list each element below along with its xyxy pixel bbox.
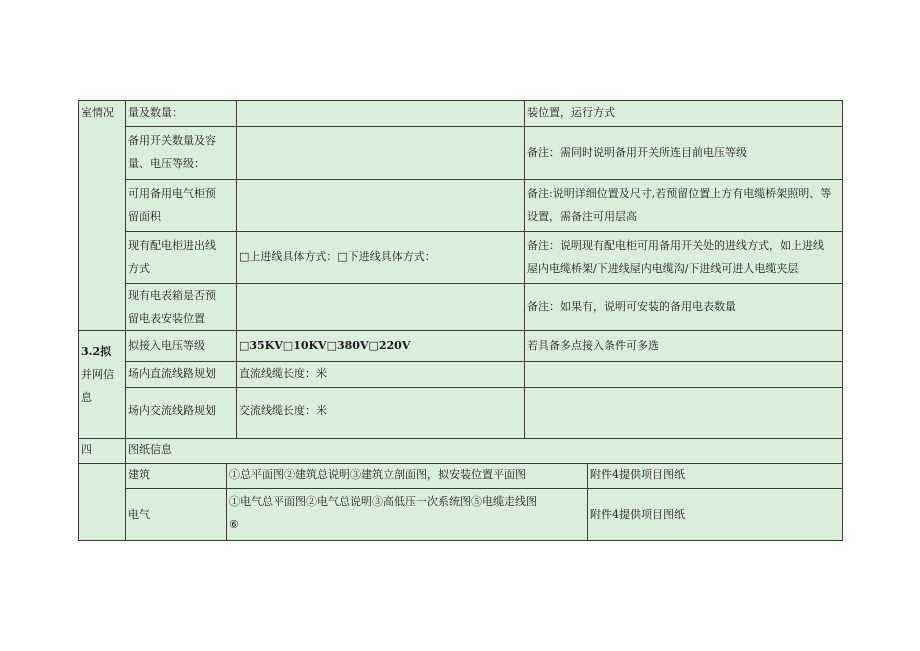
table-rule — [125, 283, 843, 284]
table-row-item-cell — [125, 101, 236, 126]
table-rule-right — [842, 100, 843, 541]
section-a-label: 室情况 — [81, 106, 114, 119]
table-row-note-cell — [524, 361, 842, 387]
table-rule — [78, 463, 843, 464]
table-row-value-cell — [236, 361, 524, 387]
row-value-text: ①总平面图②建筑总说明③建筑立剖面图，拟安装位置平面图 — [229, 468, 526, 481]
table-row-item-cell — [125, 488, 226, 541]
table-rule — [226, 463, 227, 541]
table-row-note-cell — [524, 231, 842, 283]
row-note-text: 若具备多点接入条件可多选 — [527, 339, 659, 352]
table-row-note-cell — [524, 101, 842, 126]
row-note-text: 备注:说明详细位置及尺寸,若预留位置上方有电缆桥架照明、等 — [527, 187, 832, 200]
section-c-number-cell — [78, 438, 125, 463]
row-value-text: ①电气总平面图②电气总说明③高低压一次系统图⑤电缆走线图 — [229, 495, 537, 508]
table-row-item-cell — [125, 231, 236, 283]
table-rule-top — [78, 100, 843, 101]
row-item-text: 留面积 — [128, 210, 161, 223]
table-rule — [524, 100, 525, 438]
table-rule — [78, 438, 843, 439]
table-rule — [78, 330, 843, 331]
table-row-value-cell — [236, 179, 524, 231]
section-c-blank-cell — [78, 463, 125, 541]
table-rule — [587, 463, 588, 541]
row-note-text: 屋内电缆桥架/下进线屋内电缆沟/下进线可进人电缆夹层 — [527, 262, 799, 275]
table-rule — [236, 100, 237, 438]
table-row-item-cell — [125, 179, 236, 231]
table-row-value-cell — [236, 126, 524, 179]
row-value-text: 直流线缆长度：米 — [239, 367, 327, 380]
row-note-text: 备注：需同时说明备用开关所连目前电压等级 — [527, 146, 747, 159]
row-item-text: 拟接入电压等级 — [128, 339, 205, 352]
row-note-text: 装位置，运行方式 — [527, 106, 615, 119]
section-b-label: 并网信 — [81, 368, 114, 381]
section-c-title-cell — [125, 438, 842, 463]
row-item-text: 量、电压等级： — [128, 157, 205, 170]
section-c-number: 四 — [81, 443, 92, 456]
table-row-item-cell — [125, 387, 236, 438]
table-row-note-cell — [524, 179, 842, 231]
row-note-text: 备注：说明现有配电柜可用备用开关处的进线方式，如上进线 — [527, 239, 824, 252]
table-row-note-cell — [587, 488, 842, 541]
table-row-value-cell — [236, 330, 524, 361]
table-rule — [125, 100, 126, 541]
table-row-item-cell — [125, 361, 236, 387]
row-note-text: 附件4提供项目图纸 — [590, 468, 685, 481]
table-row-value-cell — [236, 101, 524, 126]
section-a-label-cell — [78, 101, 125, 330]
table-rule — [125, 126, 843, 127]
table-row-note-cell — [524, 330, 842, 361]
table-row-note-cell — [524, 283, 842, 330]
row-item-text: 现有电表箱是否预 — [128, 289, 216, 302]
section-b-label: 息 — [81, 391, 92, 404]
row-item-text: 方式 — [128, 262, 150, 275]
table-row-item-cell — [125, 126, 236, 179]
table-row-value-cell — [236, 387, 524, 438]
table-row-value-cell — [236, 231, 524, 283]
table-row-note-cell — [587, 463, 842, 488]
table-row-note-cell — [524, 387, 842, 438]
row-item-text: 场内直流线路规划 — [128, 367, 216, 380]
table-rule-left — [78, 100, 79, 541]
table-row-item-cell — [125, 330, 236, 361]
row-item-text: 现有配电柜进出线 — [128, 239, 216, 252]
table-rule — [125, 231, 843, 232]
voltage-options-text: □35KV□10KV□380V□220V — [239, 339, 411, 352]
row-value-text: 交流线缆长度：米 — [239, 404, 327, 417]
table-row-value-cell — [226, 463, 587, 488]
row-note-text: 附件4提供项目图纸 — [590, 508, 685, 521]
row-item-text: 留电表安装位置 — [128, 312, 205, 325]
table-row-value-cell — [236, 283, 524, 330]
row-value-text: ⑥ — [229, 518, 239, 531]
row-value-text: □上进线具体方式：□下进线具体方式： — [239, 250, 436, 263]
section-b-label: 3.2拟 — [81, 345, 112, 358]
table-rule-bottom — [78, 540, 843, 541]
row-item-text: 建筑 — [128, 468, 150, 481]
table-row-item-cell — [125, 463, 226, 488]
row-item-text: 量及数量： — [128, 106, 183, 119]
row-item-text: 电气 — [128, 508, 150, 521]
row-note-text: 备注：如果有，说明可安装的备用电表数量 — [527, 300, 736, 313]
table-rule — [125, 488, 843, 489]
row-item-text: 备用开关数量及容 — [128, 134, 216, 147]
table-rule — [125, 179, 843, 180]
table-row-value-cell — [226, 488, 587, 541]
row-note-text: 设置，需备注可用层高 — [527, 210, 637, 223]
row-item-text: 可用备用电气柜预 — [128, 187, 216, 200]
table-rule — [125, 361, 843, 362]
table-row-note-cell — [524, 126, 842, 179]
section-c-title: 图纸信息 — [128, 443, 172, 456]
section-b-label-cell — [78, 330, 125, 438]
row-item-text: 场内交流线路规划 — [128, 404, 216, 417]
table-rule — [125, 387, 843, 388]
table-row-item-cell — [125, 283, 236, 330]
